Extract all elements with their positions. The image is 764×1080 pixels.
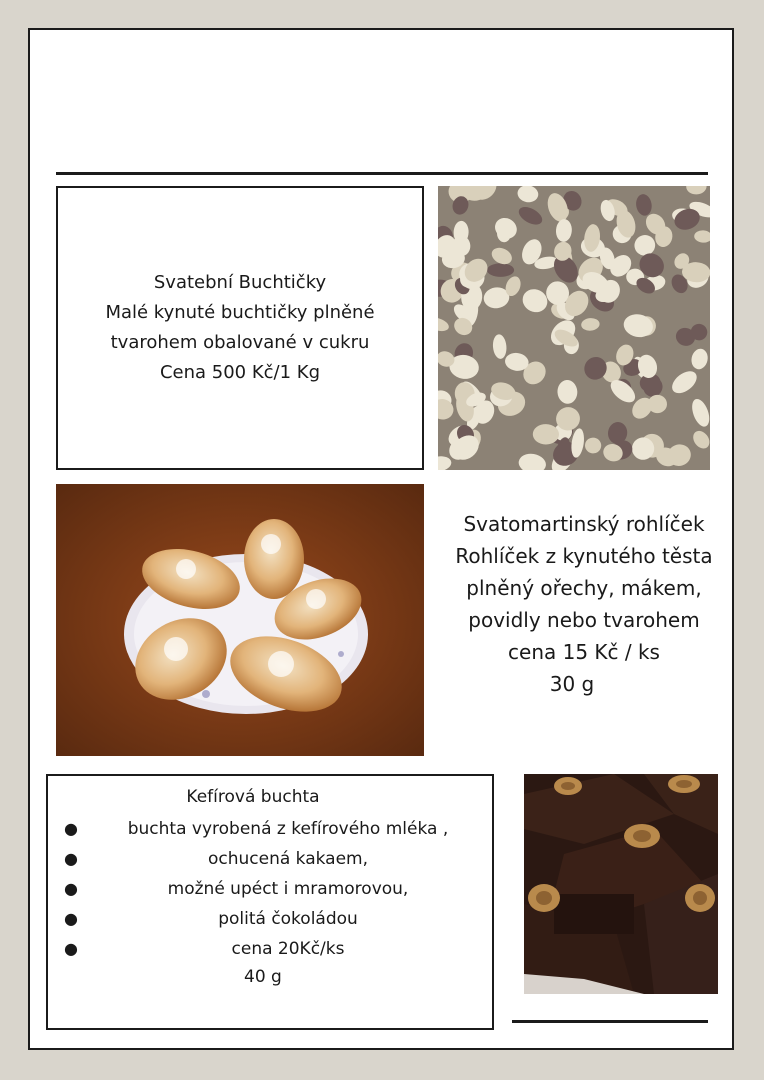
menu-page [28,28,734,1050]
wedding-buns-desc-1: Malé kynuté buchtičky plněné [105,302,375,323]
bullet-icon: ● [64,849,78,868]
croissant-desc-1: Rohlíček z kynutého těsta [455,544,713,568]
croissant-text [442,508,726,700]
wedding-buns-card [56,186,424,470]
croissant-photo [56,484,424,756]
bullet-icon: ● [64,819,78,838]
kefir-cake-weight: 40 g [244,967,282,987]
bottom-divider [512,1020,708,1023]
croissant-weight: 30 g [549,672,595,696]
kefir-cake-bullets [48,814,492,964]
kefir-cake-title: Kefírová buchta [186,787,320,807]
kefir-cake-card [46,774,494,1030]
list-item: ● politá čokoládou [48,904,492,934]
bullet-icon: ● [64,939,78,958]
wedding-buns-photo [438,186,710,470]
wedding-buns-desc-2: tvarohem obalované v cukru [110,332,370,353]
wedding-buns-title: Svatební Buchtičky [153,272,327,293]
top-divider [56,172,708,175]
list-item: ● cena 20Kč/ks [48,934,492,964]
kefir-cake-photo [524,774,718,994]
list-item: ● buchta vyrobená z kefírového mléka , [48,814,492,844]
croissant-price: cena 15 Kč / ks [508,640,660,664]
wedding-buns-price: Cena 500 Kč/1 Kg [159,362,321,383]
bullet-icon: ● [64,879,78,898]
croissant-desc-2: plněný ořechy, mákem, [466,576,702,600]
croissant-title: Svatomartinský rohlíček [463,512,705,536]
croissant-desc-3: povidly nebo tvarohem [468,608,700,632]
list-item: ● možné upéct i mramorovou, [48,874,492,904]
bullet-icon: ● [64,909,78,928]
list-item: ● ochucená kakaem, [48,844,492,874]
